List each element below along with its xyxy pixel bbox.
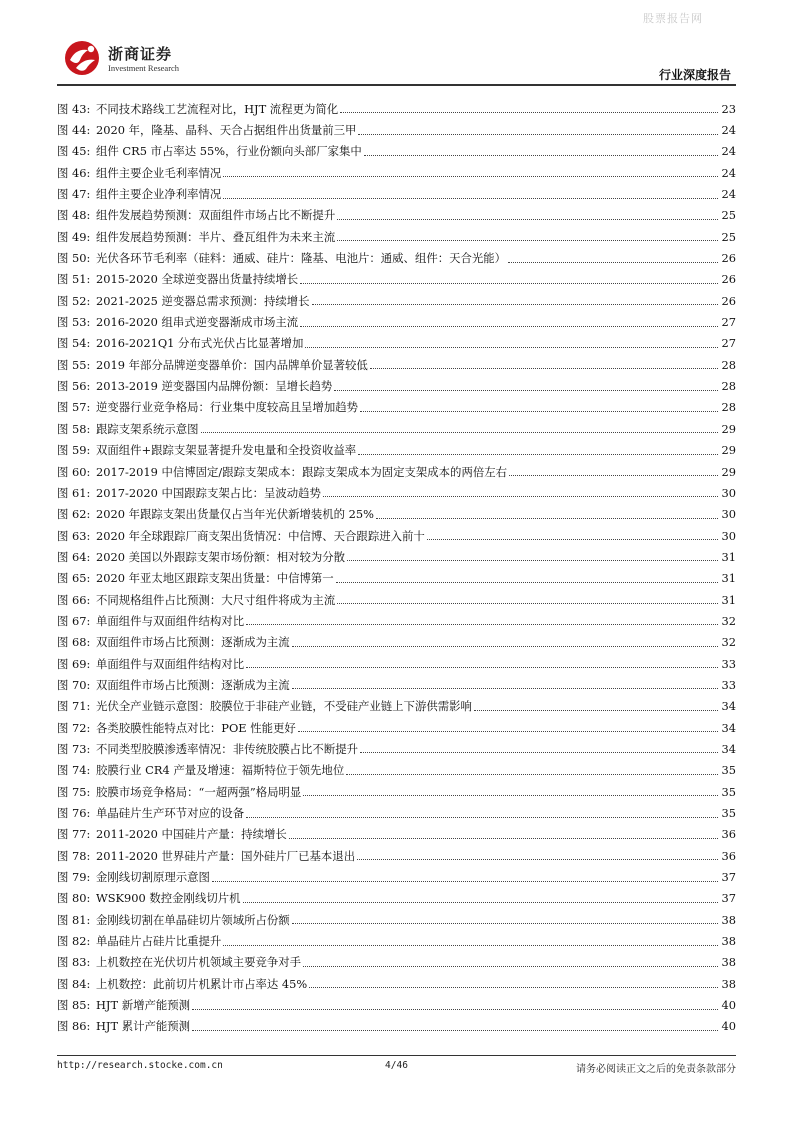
dot-leader <box>298 731 718 732</box>
dot-leader <box>337 219 718 220</box>
dot-leader <box>358 134 718 135</box>
figure-title: 单面组件与双面组件结构对比 <box>96 656 245 671</box>
watermark: 股票报告网 <box>643 12 703 25</box>
toc-entry[interactable] <box>57 119 736 140</box>
figure-title: 跟踪支架系统示意图 <box>96 421 199 436</box>
figure-title: 2017-2020 中国跟踪支架占比：呈波动趋势 <box>96 485 321 500</box>
figure-title: 光伏各环节毛利率（硅料：通威、硅片：隆基、电池片：通威、组件：天合光能） <box>96 251 507 266</box>
toc-entry[interactable] <box>57 674 736 695</box>
figure-page: 35 <box>721 806 736 821</box>
figure-page: 25 <box>721 208 736 223</box>
figure-number: 图 84: <box>57 976 91 991</box>
figure-number: 图 80: <box>57 891 91 906</box>
figure-page: 30 <box>721 507 736 522</box>
figure-page: 38 <box>721 955 736 970</box>
figure-page: 30 <box>721 485 736 500</box>
dot-leader <box>243 902 718 903</box>
dot-leader <box>246 817 718 818</box>
figure-title: HJT 新增产能预测 <box>96 998 191 1013</box>
figure-title: 2020 年亚太地区跟踪支架出货量：中信博第一 <box>96 571 334 586</box>
figure-number: 图 70: <box>57 677 91 692</box>
figure-title: 双面组件+跟踪支架显著提升发电量和全投资收益率 <box>96 443 357 458</box>
figure-page: 33 <box>721 656 736 671</box>
figure-page: 26 <box>721 272 736 287</box>
figure-title: 上机数控：此前切片机累计市占率达 45% <box>96 976 308 991</box>
figure-number: 图 75: <box>57 784 91 799</box>
figure-number: 图 77: <box>57 827 91 842</box>
toc-entry[interactable] <box>57 930 736 951</box>
figure-page: 27 <box>721 336 736 351</box>
figure-page: 40 <box>721 1019 736 1034</box>
figure-title: 2020 年，隆基、晶科、天合占据组件出货量前三甲 <box>96 123 357 138</box>
figure-page: 34 <box>721 699 736 714</box>
figure-number: 图 63: <box>57 528 91 543</box>
dot-leader <box>340 112 718 113</box>
figure-title: 逆变器行业竞争格局：行业集中度较高且呈增加趋势 <box>96 400 358 415</box>
toc-entry[interactable] <box>57 98 736 119</box>
figure-number: 图 68: <box>57 635 91 650</box>
toc-entry[interactable] <box>57 802 736 823</box>
report-type: 行业深度报告 <box>658 68 731 82</box>
figure-page: 24 <box>721 144 736 159</box>
figure-title: 2013-2019 逆变器国内品牌份额：呈增长趋势 <box>96 379 333 394</box>
dot-leader <box>376 518 718 519</box>
toc-entry[interactable] <box>57 888 736 909</box>
toc-entry[interactable] <box>57 952 736 973</box>
figure-title: 不同技术路线工艺流程对比，HJT 流程更为简化 <box>96 101 339 116</box>
figure-page: 37 <box>721 870 736 885</box>
toc-entry[interactable] <box>57 162 736 183</box>
figure-list <box>57 98 736 1037</box>
figure-title: HJT 累计产能预测 <box>96 1019 191 1034</box>
toc-entry[interactable] <box>57 866 736 887</box>
figure-number: 图 67: <box>57 613 91 628</box>
dot-leader <box>360 411 718 412</box>
figure-title: 2020 美国以外跟踪支架市场份额：相对较为分散 <box>96 549 346 564</box>
figure-number: 图 78: <box>57 848 91 863</box>
dot-leader <box>223 945 718 946</box>
figure-title: 2020 年跟踪支架出货量仅占当年光伏新增装机的 25% <box>96 507 374 522</box>
dot-leader <box>309 987 718 988</box>
figure-title: 单晶硅片生产环节对应的设备 <box>96 806 245 821</box>
toc-entry[interactable] <box>57 610 736 631</box>
figure-number: 图 44: <box>57 123 91 138</box>
figure-title: 组件发展趋势预测：双面组件市场占比不断提升 <box>96 208 336 223</box>
toc-entry[interactable] <box>57 247 736 268</box>
figure-number: 图 79: <box>57 870 91 885</box>
figure-title: 2015-2020 全球逆变器出货量持续增长 <box>96 272 299 287</box>
figure-page: 35 <box>721 784 736 799</box>
figure-number: 图 48: <box>57 208 91 223</box>
dot-leader <box>246 667 718 668</box>
toc-entry[interactable] <box>57 589 736 610</box>
figure-page: 23 <box>721 101 736 116</box>
toc-entry[interactable] <box>57 375 736 396</box>
figure-number: 图 81: <box>57 912 91 927</box>
toc-entry[interactable] <box>57 269 736 290</box>
toc-entry[interactable] <box>57 1016 736 1037</box>
figure-page: 31 <box>721 549 736 564</box>
figure-page: 29 <box>721 464 736 479</box>
dot-leader <box>337 240 718 241</box>
figure-page: 24 <box>721 187 736 202</box>
toc-entry[interactable] <box>57 696 736 717</box>
figure-page: 25 <box>721 229 736 244</box>
dot-leader <box>334 390 718 391</box>
dot-leader <box>474 710 718 711</box>
figure-page: 24 <box>721 165 736 180</box>
toc-entry[interactable] <box>57 205 736 226</box>
figure-page: 31 <box>721 571 736 586</box>
dot-leader <box>358 454 718 455</box>
toc-entry[interactable] <box>57 482 736 503</box>
dot-leader <box>360 752 718 753</box>
dot-leader <box>223 198 718 199</box>
figure-page: 36 <box>721 827 736 842</box>
toc-entry[interactable] <box>57 183 736 204</box>
dot-leader <box>370 368 718 369</box>
toc-entry[interactable] <box>57 440 736 461</box>
toc-entry[interactable] <box>57 504 736 525</box>
figure-title: 2016-2021Q1 分布式光伏占比显著增加 <box>96 336 304 351</box>
dot-leader <box>427 539 718 540</box>
page-number: 4/46 <box>385 1060 408 1071</box>
figure-number: 图 69: <box>57 656 91 671</box>
toc-entry[interactable] <box>57 461 736 482</box>
figure-page: 37 <box>721 891 736 906</box>
figure-page: 28 <box>721 400 736 415</box>
dot-leader <box>201 432 718 433</box>
figure-title: 2011-2020 世界硅片产量：国外硅片厂已基本退出 <box>96 848 356 863</box>
figure-title: 各类胶膜性能特点对比：POE 性能更好 <box>96 720 296 735</box>
figure-page: 29 <box>721 421 736 436</box>
figure-number: 图 56: <box>57 379 91 394</box>
figure-number: 图 85: <box>57 998 91 1013</box>
toc-entry[interactable] <box>57 632 736 653</box>
toc-entry[interactable] <box>57 973 736 994</box>
figure-title: 2020 年全球跟踪厂商支架出货情况：中信博、天合跟踪进入前十 <box>96 528 425 543</box>
header-divider <box>57 84 736 86</box>
toc-entry[interactable] <box>57 738 736 759</box>
figure-page: 28 <box>721 357 736 372</box>
dot-leader <box>212 881 718 882</box>
figure-number: 图 49: <box>57 229 91 244</box>
toc-entry[interactable] <box>57 141 736 162</box>
toc-entry[interactable] <box>57 717 736 738</box>
figure-number: 图 52: <box>57 293 91 308</box>
dot-leader <box>509 475 718 476</box>
dot-leader <box>292 646 718 647</box>
dot-leader <box>508 262 718 263</box>
footer-disclaimer: 请务必阅读正文之后的免责条款部分 <box>576 1064 736 1075</box>
dot-leader <box>337 603 718 604</box>
dot-leader <box>300 283 718 284</box>
toc-entry[interactable] <box>57 290 736 311</box>
company-name-en: Investment Research <box>108 63 180 73</box>
figure-number: 图 61: <box>57 485 91 500</box>
figure-number: 图 66: <box>57 592 91 607</box>
figure-page: 26 <box>721 251 736 266</box>
figure-number: 图 86: <box>57 1019 91 1034</box>
dot-leader <box>305 347 718 348</box>
toc-entry[interactable] <box>57 418 736 439</box>
figure-page: 35 <box>721 763 736 778</box>
figure-number: 图 73: <box>57 741 91 756</box>
figure-number: 图 71: <box>57 699 91 714</box>
toc-entry[interactable] <box>57 226 736 247</box>
figure-page: 40 <box>721 998 736 1013</box>
dot-leader <box>312 304 718 305</box>
toc-entry[interactable] <box>57 760 736 781</box>
figure-title: 2016-2020 组串式逆变器渐成市场主流 <box>96 315 299 330</box>
figure-number: 图 45: <box>57 144 91 159</box>
figure-title: 单面组件与双面组件结构对比 <box>96 613 245 628</box>
figure-page: 24 <box>721 123 736 138</box>
figure-title: 组件主要企业净利率情况 <box>96 187 222 202</box>
figure-title: 不同规格组件占比预测：大尺寸组件将成为主流 <box>96 592 336 607</box>
dot-leader <box>292 923 718 924</box>
dot-leader <box>347 560 718 561</box>
figure-number: 图 72: <box>57 720 91 735</box>
figure-number: 图 82: <box>57 934 91 949</box>
figure-number: 图 55: <box>57 357 91 372</box>
figure-title: 单晶硅片占硅片比重提升 <box>96 934 222 949</box>
figure-page: 38 <box>721 934 736 949</box>
figure-title: 组件发展趋势预测：半片、叠瓦组件为未来主流 <box>96 229 336 244</box>
figure-page: 31 <box>721 592 736 607</box>
dot-leader <box>303 795 718 796</box>
figure-number: 图 74: <box>57 763 91 778</box>
dot-leader <box>192 1030 718 1031</box>
figure-number: 图 65: <box>57 571 91 586</box>
toc-entry[interactable] <box>57 311 736 332</box>
figure-number: 图 43: <box>57 101 91 116</box>
dot-leader <box>364 155 718 156</box>
figure-page: 38 <box>721 912 736 927</box>
figure-number: 图 46: <box>57 165 91 180</box>
figure-number: 图 83: <box>57 955 91 970</box>
toc-entry[interactable] <box>57 909 736 930</box>
dot-leader <box>289 838 718 839</box>
footer-divider <box>57 1055 736 1056</box>
company-name-cn: 浙商证券 <box>108 45 173 63</box>
figure-title: 双面组件市场占比预测：逐渐成为主流 <box>96 677 290 692</box>
figure-page: 33 <box>721 677 736 692</box>
dot-leader <box>357 859 718 860</box>
dot-leader <box>223 176 718 177</box>
toc-entry[interactable] <box>57 354 736 375</box>
figure-page: 38 <box>721 976 736 991</box>
figure-title: 2011-2020 中国硅片产量：持续增长 <box>96 827 287 842</box>
figure-number: 图 76: <box>57 806 91 821</box>
dot-leader <box>346 774 718 775</box>
toc-entry[interactable] <box>57 824 736 845</box>
figure-page: 34 <box>721 720 736 735</box>
figure-title: 胶膜行业 CR4 产量及增速：福斯特位于领先地位 <box>96 763 345 778</box>
figure-title: 双面组件市场占比预测：逐渐成为主流 <box>96 635 290 650</box>
toc-entry[interactable] <box>57 845 736 866</box>
figure-number: 图 58: <box>57 421 91 436</box>
figure-page: 32 <box>721 635 736 650</box>
figure-number: 图 57: <box>57 400 91 415</box>
figure-title: 光伏全产业链示意图：胶膜位于非硅产业链，不受硅产业链上下游供需影响 <box>96 699 472 714</box>
figure-title: 胶膜市场竞争格局：“一超两强”格局明显 <box>96 784 302 799</box>
figure-title: 组件 CR5 市占率达 55%，行业份额向头部厂家集中 <box>96 144 362 159</box>
figure-title: 上机数控在光伏切片机领域主要竞争对手 <box>96 955 302 970</box>
figure-title: 2021-2025 逆变器总需求预测：持续增长 <box>96 293 310 308</box>
toc-entry[interactable] <box>57 994 736 1015</box>
figure-title: 金刚线切割原理示意图 <box>96 870 210 885</box>
toc-entry[interactable] <box>57 653 736 674</box>
dot-leader <box>323 496 718 497</box>
figure-page: 32 <box>721 613 736 628</box>
figure-title: 2019 年部分品牌逆变器单价：国内品牌单价显著较低 <box>96 357 368 372</box>
figure-page: 30 <box>721 528 736 543</box>
figure-number: 图 53: <box>57 315 91 330</box>
figure-page: 28 <box>721 379 736 394</box>
dot-leader <box>292 688 718 689</box>
company-logo <box>62 38 202 78</box>
figure-title: 2017-2019 中信博固定/跟踪支架成本：跟踪支架成本为固定支架成本的两倍左右 <box>96 464 508 479</box>
figure-number: 图 59: <box>57 443 91 458</box>
dot-leader <box>303 966 718 967</box>
figure-page: 27 <box>721 315 736 330</box>
figure-page: 36 <box>721 848 736 863</box>
figure-number: 图 51: <box>57 272 91 287</box>
figure-number: 图 54: <box>57 336 91 351</box>
toc-entry[interactable] <box>57 525 736 546</box>
figure-title: WSK900 数控金刚线切片机 <box>96 891 241 906</box>
dot-leader <box>300 326 718 327</box>
toc-entry[interactable] <box>57 546 736 567</box>
figure-number: 图 50: <box>57 251 91 266</box>
figure-number: 图 62: <box>57 507 91 522</box>
figure-title: 金刚线切割在单晶硅切片领域所占份额 <box>96 912 290 927</box>
figure-page: 34 <box>721 741 736 756</box>
toc-entry[interactable] <box>57 397 736 418</box>
logo-mark-icon <box>62 38 104 78</box>
toc-entry[interactable] <box>57 333 736 354</box>
toc-entry[interactable] <box>57 568 736 589</box>
dot-leader <box>192 1009 718 1010</box>
figure-title: 组件主要企业毛利率情况 <box>96 165 222 180</box>
figure-title: 不同类型胶膜渗透率情况：非传统胶膜占比不断提升 <box>96 741 358 756</box>
figure-page: 29 <box>721 443 736 458</box>
figure-number: 图 60: <box>57 464 91 479</box>
toc-entry[interactable] <box>57 781 736 802</box>
figure-page: 26 <box>721 293 736 308</box>
figure-number: 图 64: <box>57 549 91 564</box>
footer-url[interactable]: http://research.stocke.com.cn <box>57 1060 223 1071</box>
dot-leader <box>246 624 718 625</box>
dot-leader <box>336 582 718 583</box>
figure-number: 图 47: <box>57 187 91 202</box>
